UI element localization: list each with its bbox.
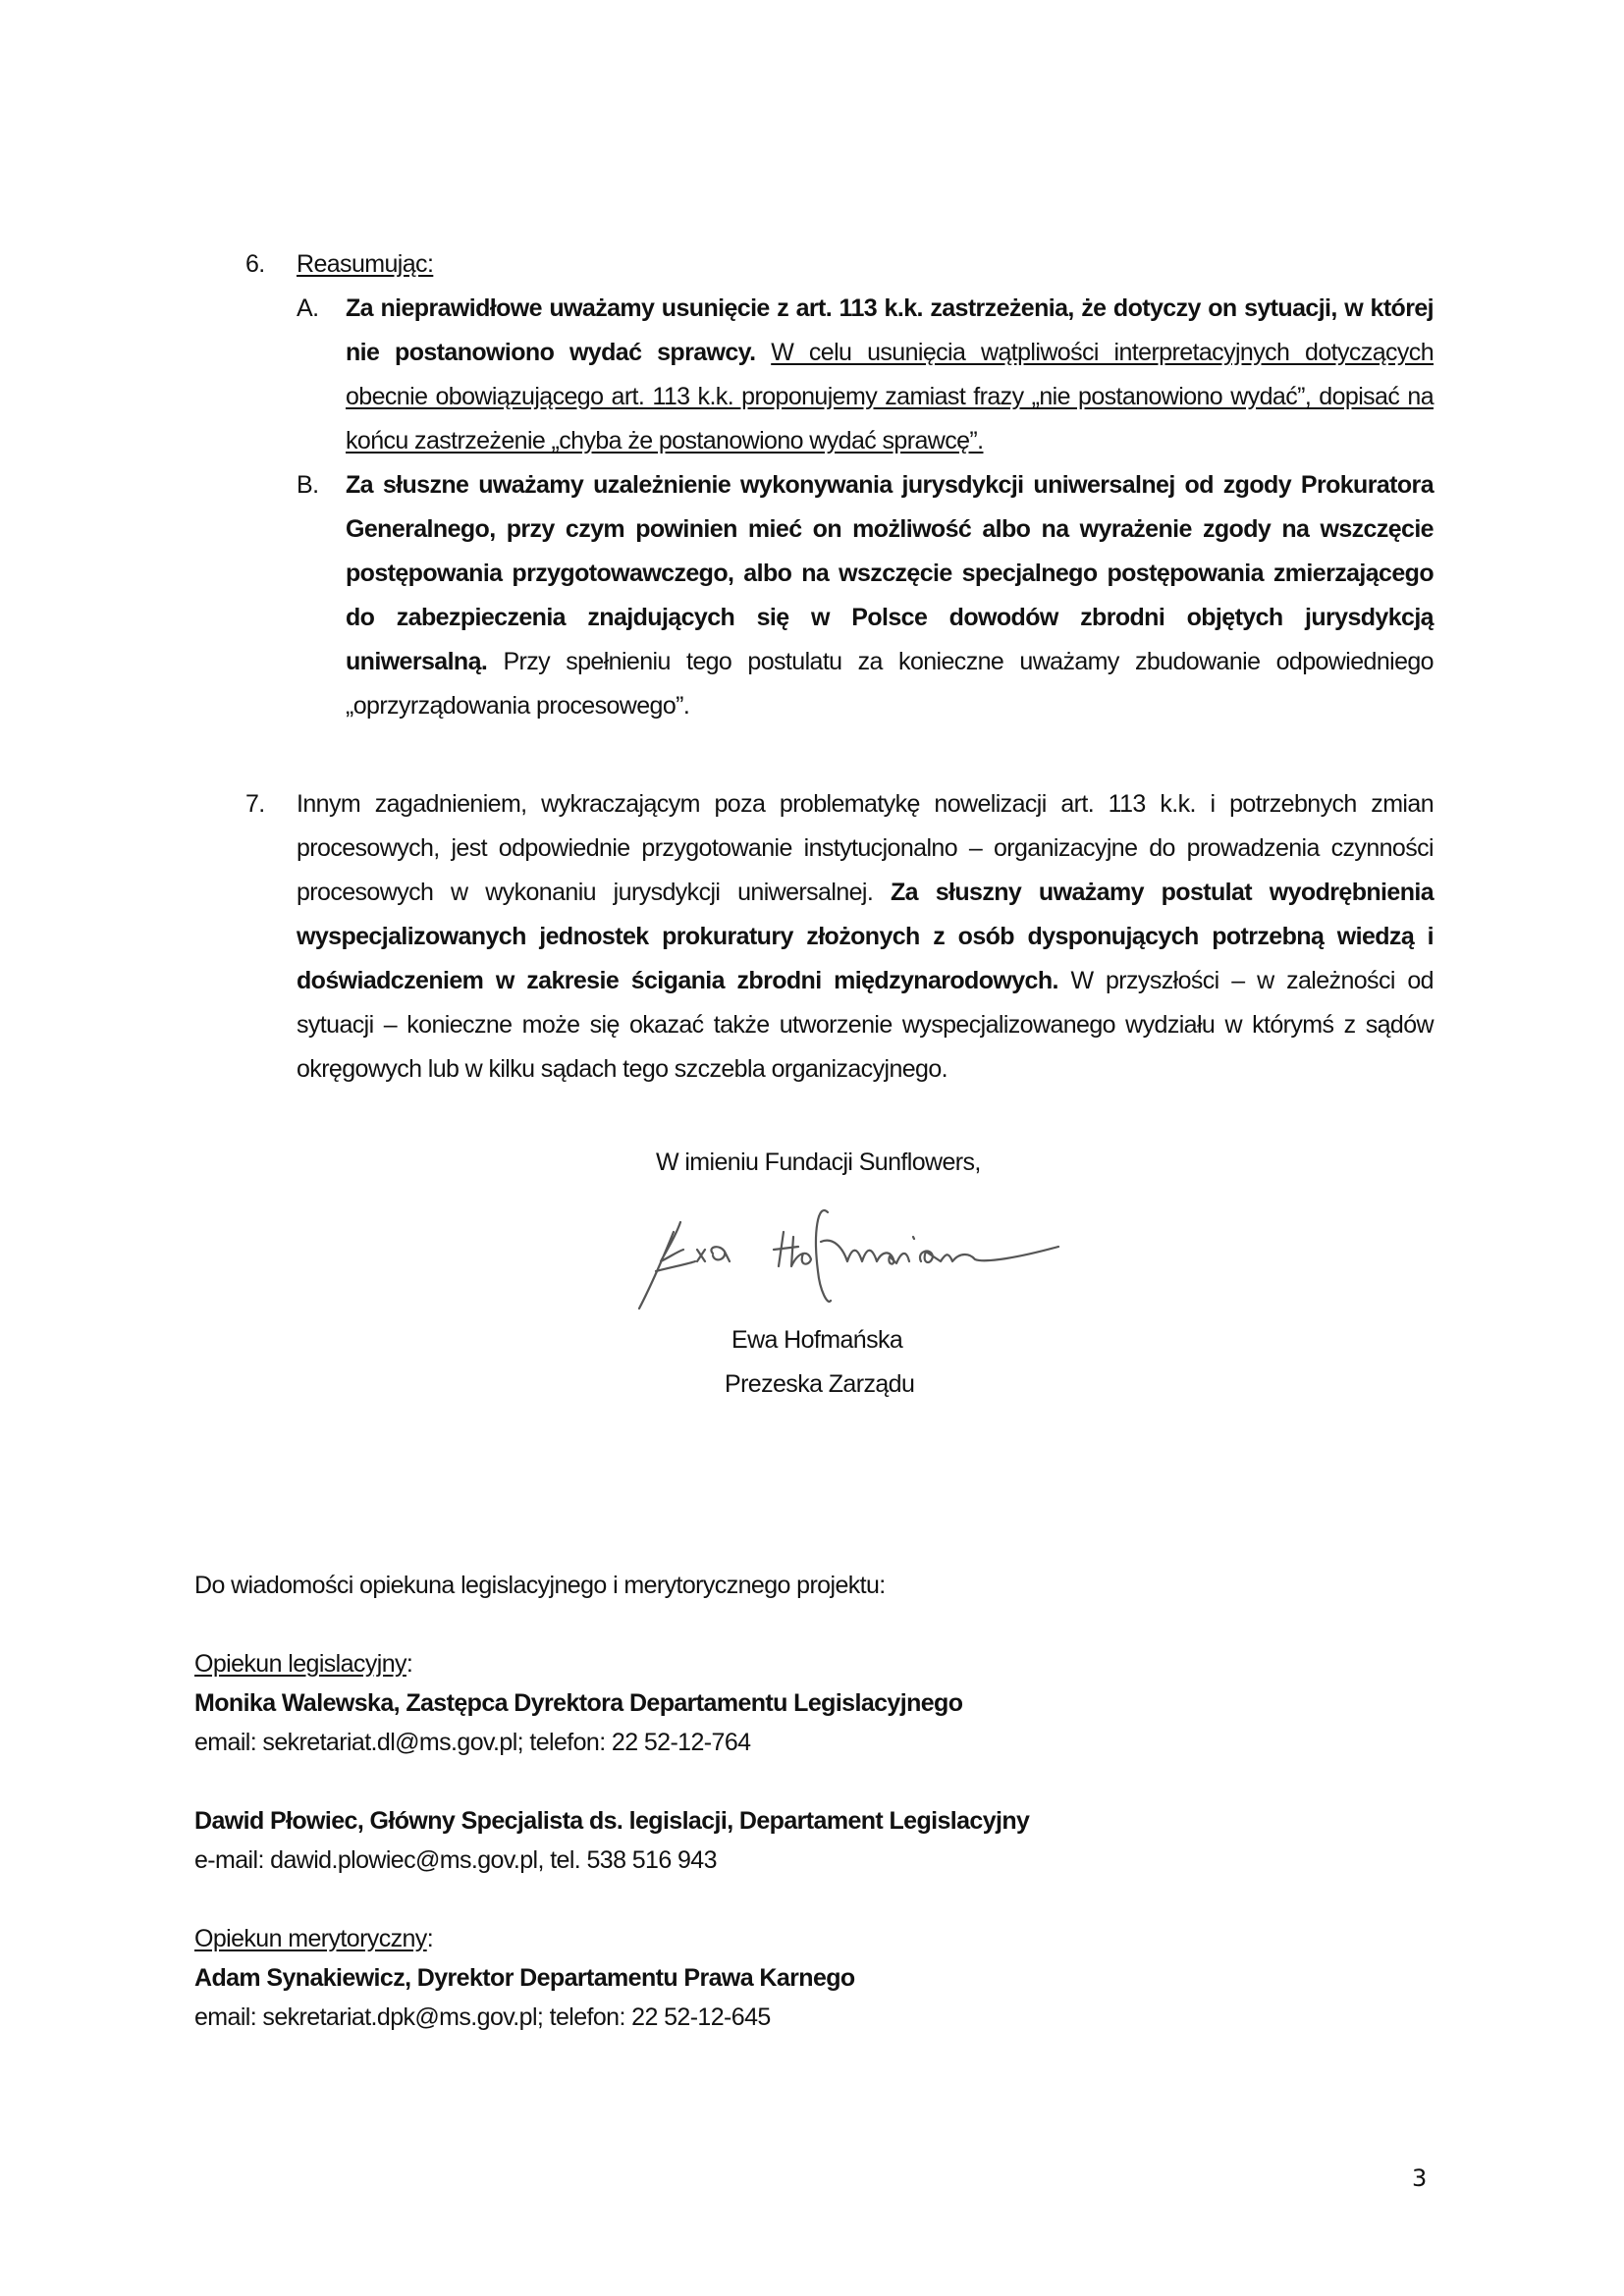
legislative-label-row (194, 1644, 1373, 1683)
contact-name-text: Monika Walewska, Zastępca Dyrektora Departamentu Legislacyjnego (194, 1689, 963, 1717)
item-text (346, 287, 1434, 463)
legislative-label: Opiekun legislacyjny (194, 1650, 406, 1678)
normal-text: Innym zagadnieniem, wykraczającym poza problematykę nowelizacji art. 113 k.k. i potrzebnych zmian procesowych, jest odpowiednie przygotowanie instytucjonalno – organizacyjne do prowadzenia czynności procesowych w wykonaniu jurysdykcji uniwersalnej. (297, 790, 1434, 906)
contact-details: e-mail: dawid.plowiec@ms.gov.pl, tel. 538 516 943 (194, 1846, 717, 1874)
contact-name (194, 1683, 1373, 1723)
section-text (297, 782, 1434, 1092)
page-number: 3 (1412, 2164, 1428, 2192)
signature-on-behalf: W imieniu Fundacji Sunflowers, (656, 1148, 981, 1176)
cc-section (194, 1566, 1373, 2037)
contact-name-text: Dawid Płowiec, Główny Specjalista ds. legislacji, Departament Legislacyjny (194, 1807, 1030, 1835)
colon: : (406, 1650, 413, 1678)
item-label: A. (297, 294, 319, 322)
section-heading: Reasumując: (297, 250, 434, 278)
normal-text: W przyszłości – w zależności od sytuacji – konieczne może się okazać także utworzenie wyspecjalizowanego wydziału w którymś z sądów okręgowych lub w kilku sądach tego szczebla organizacyjnego. (297, 967, 1434, 1083)
substantive-label: Opiekun merytoryczny (194, 1925, 427, 1952)
normal-text: Przy spełnieniu tego postulatu za konieczne uważamy zbudowanie odpowiedniego „oprzyrządowania procesowego”. (346, 648, 1434, 720)
bold-statement: Za nieprawidłowe uważamy usunięcie z art. 113 k.k. zastrzeżenia, że dotyczy on sytuacji, w której nie postanowiono wydać sprawcy. (346, 294, 1434, 366)
section-number: 7. (245, 790, 265, 818)
contact-details: email: sekretariat.dl@ms.gov.pl; telefon: 22 52-12-764 (194, 1729, 751, 1756)
signatory-name: Ewa Hofmańska (731, 1326, 903, 1354)
item-text (346, 463, 1434, 728)
bold-statement: Za słuszne uważamy uzależnienie wykonywania jurysdykcji uniwersalnej od zgody Prokuratora Generalnego, przy czym powinien mieć on możliwość albo na wyrażenie zgody na wszczęcie postępowania przygotowawczego, albo na wszczęcie specjalnego postępowania zmierzającego do zabezpieczenia znajdujących się w Polsce dowodów zbrodni objętych jurysdykcją uniwersalną. (346, 471, 1434, 675)
contact-name-text: Adam Synakiewicz, Dyrektor Departamentu Prawa Karnego (194, 1964, 855, 1992)
section-7 (245, 782, 1434, 1092)
colon: : (426, 1925, 434, 1952)
item-a (297, 287, 1434, 463)
item-label: B. (297, 471, 319, 499)
contact-name (194, 1958, 1373, 1998)
item-b (297, 463, 1434, 728)
contact-details: email: sekretariat.dpk@ms.gov.pl; telefon: 22 52-12-645 (194, 2003, 771, 2031)
underlined-proposal: W celu usunięcia wątpliwości interpretacyjnych dotyczących obecnie obowiązującego art. 113 k.k. proponujemy zamiast frazy „nie postanowiono wydać”, dopisać na końcu zastrzeżenie „chyba że postanowiono wydać sprawcę”. (346, 339, 1435, 454)
handwritten-signature-icon (636, 1193, 1068, 1325)
section-number: 6. (245, 250, 265, 278)
substantive-label-row (194, 1919, 1373, 1958)
signatory-role: Prezeska Zarządu (725, 1370, 915, 1398)
contact-name (194, 1801, 1373, 1841)
bold-statement: Za słuszny uważamy postulat wyodrębnienia wyspecjalizowanych jednostek prokuratury złożonych z osób dysponujących potrzebną wiedzą i doświadczeniem w zakresie ścigania zbrodni międzynarodowych. (297, 879, 1435, 994)
cc-intro: Do wiadomości opiekuna legislacyjnego i merytorycznego projektu: (194, 1572, 886, 1599)
